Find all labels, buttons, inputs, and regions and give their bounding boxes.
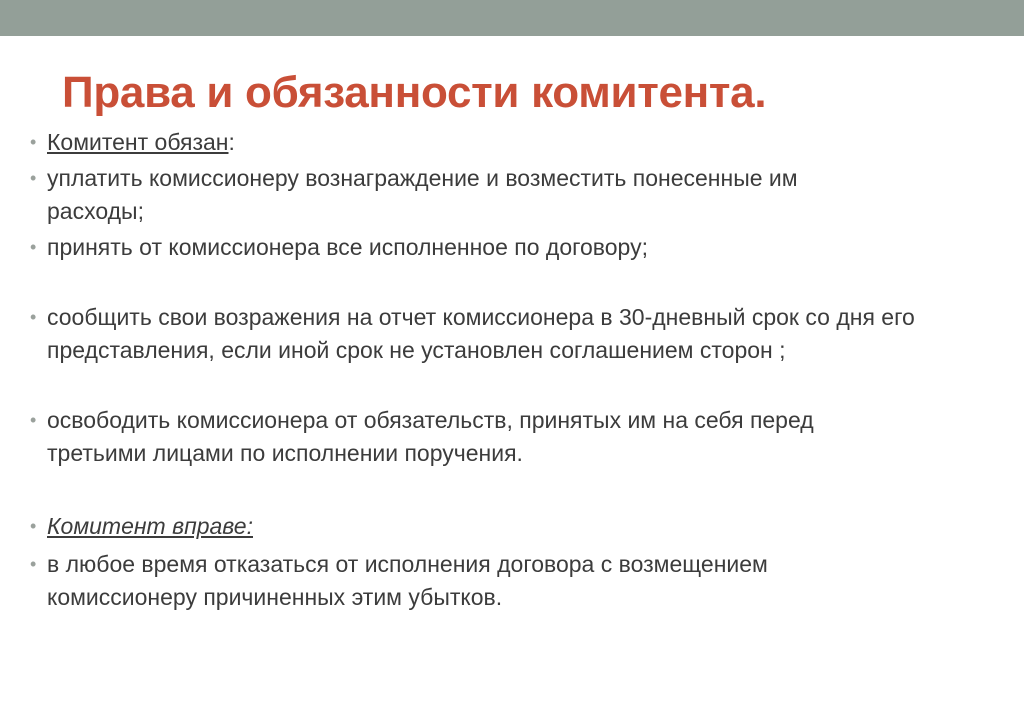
bullet-icon: •	[30, 554, 37, 574]
bullet-icon: •	[30, 516, 37, 536]
bullet-icon: •	[30, 237, 37, 257]
bullet-icon: •	[30, 410, 37, 430]
bullet-text: освободить комиссионера от обязательств, принятых им на себя перед третьими лицами по исполнении поручения.	[47, 407, 814, 466]
bullet-item-comitent-obliged	[30, 126, 1005, 159]
bullet-heading: Комитент вправе:	[47, 513, 253, 539]
bullet-text	[47, 126, 1005, 159]
slide-title: Права и обязанности комитента.	[62, 68, 767, 117]
bullet-item-report-objections	[30, 301, 1005, 367]
bullet-item-accept-performance	[30, 231, 1005, 264]
bullet-text: уплатить комиссионеру вознаграждение и возместить понесенные им расходы;	[47, 165, 798, 224]
heading-suffix: :	[228, 129, 235, 155]
bullet-icon: •	[30, 307, 37, 327]
bullet-text: сообщить свои возражения на отчет комиссионера в 30-дневный срок со дня его представления, если иной срок не установлен соглашением сторон ;	[47, 304, 915, 363]
bullet-item-withdraw-contract	[30, 548, 1005, 614]
bullet-item-pay-commission	[30, 162, 1005, 228]
bullet-icon: •	[30, 132, 37, 152]
bullet-item-comitent-entitled	[30, 510, 1005, 543]
bullet-icon: •	[30, 168, 37, 188]
bullet-text: принять от комиссионера все исполненное по договору;	[47, 234, 648, 260]
bullet-item-release-obligations	[30, 404, 1005, 470]
bullet-text: в любое время отказаться от исполнения договора с возмещением комиссионеру причиненных этим убытков.	[47, 551, 768, 610]
slide-top-bar	[0, 0, 1024, 36]
underlined-heading: Комитент обязан	[47, 129, 229, 155]
